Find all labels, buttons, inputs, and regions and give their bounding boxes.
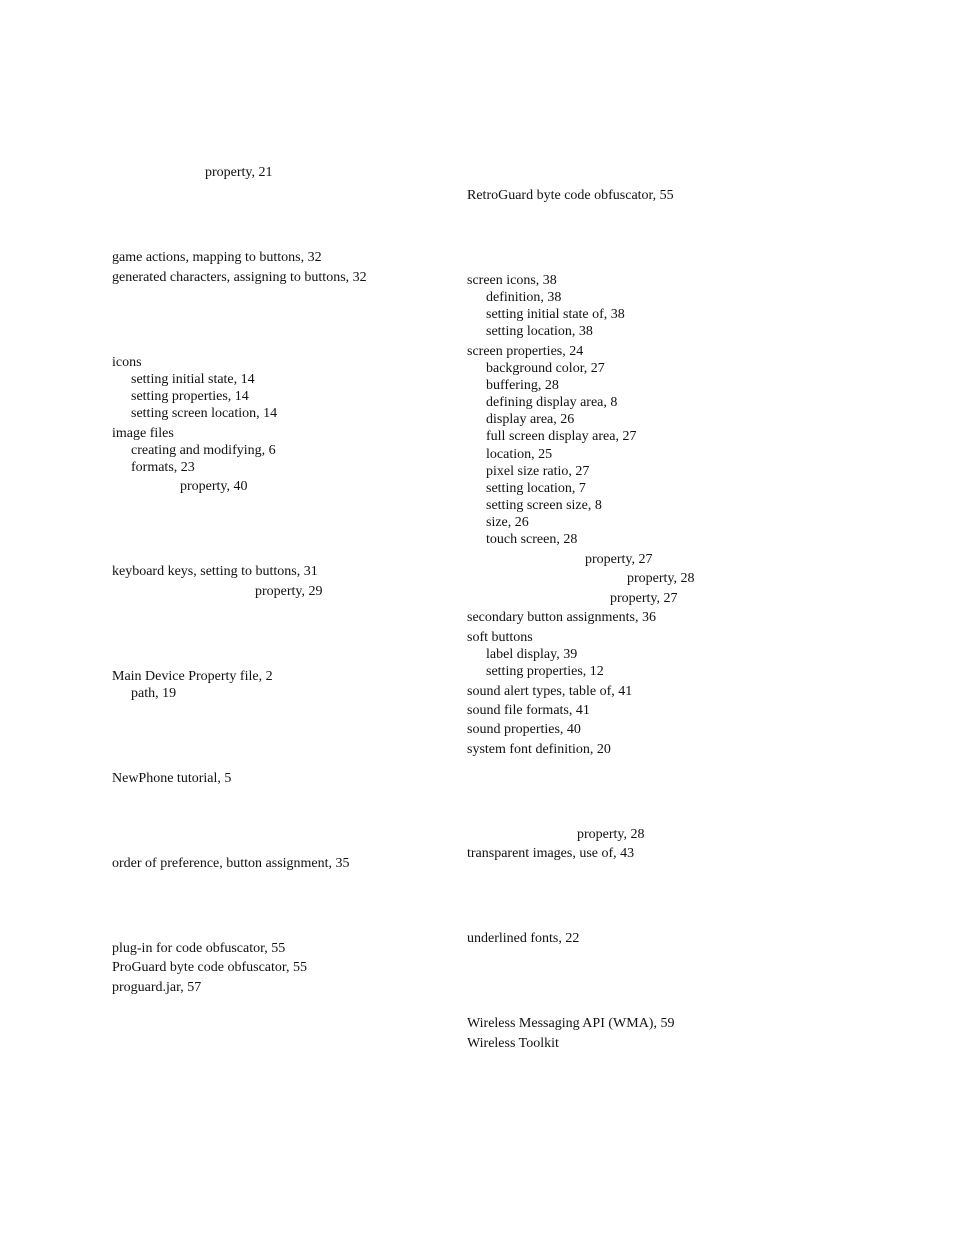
index-subentry: setting properties, 14 xyxy=(131,389,249,404)
index-entry: soft buttons xyxy=(467,630,533,645)
index-entry: sound file formats, 41 xyxy=(467,703,590,718)
index-subentry: buffering, 28 xyxy=(486,378,559,393)
index-entry: screen icons, 38 xyxy=(467,273,557,288)
index-entry: RetroGuard byte code obfuscator, 55 xyxy=(467,188,674,203)
index-entry: icons xyxy=(112,355,142,370)
index-subentry: size, 26 xyxy=(486,515,529,530)
index-entry: secondary button assignments, 36 xyxy=(467,610,656,625)
index-entry: ProGuard byte code obfuscator, 55 xyxy=(112,960,307,975)
index-entry: sound properties, 40 xyxy=(467,722,581,737)
index-subentry: path, 19 xyxy=(131,686,177,701)
index-subentry: property, 28 xyxy=(577,827,645,842)
index-entry: sound alert types, table of, 41 xyxy=(467,684,633,699)
index-subentry: setting initial state, 14 xyxy=(131,372,255,387)
index-entry: plug-in for code obfuscator, 55 xyxy=(112,941,286,956)
index-subentry: setting properties, 12 xyxy=(486,664,604,679)
index-entry: property, 21 xyxy=(205,165,273,180)
index-entry: image files xyxy=(112,426,174,441)
index-entry: order of preference, button assignment, 35 xyxy=(112,856,350,871)
index-subentry: touch screen, 28 xyxy=(486,532,578,547)
index-entry: Wireless Toolkit xyxy=(467,1036,559,1051)
index-subentry: setting location, 38 xyxy=(486,324,593,339)
index-subentry: formats, 23 xyxy=(131,460,195,475)
index-subentry: setting location, 7 xyxy=(486,481,586,496)
index-entry: system font definition, 20 xyxy=(467,742,611,757)
index-subentry: background color, 27 xyxy=(486,361,605,376)
index-subentry: location, 25 xyxy=(486,447,553,462)
index-subentry: setting screen location, 14 xyxy=(131,406,278,421)
index-entry: NewPhone tutorial, 5 xyxy=(112,771,232,786)
index-subentry: full screen display area, 27 xyxy=(486,429,637,444)
index-subentry: property, 29 xyxy=(255,584,323,599)
index-entry: game actions, mapping to buttons, 32 xyxy=(112,250,322,265)
index-subentry: property, 40 xyxy=(180,479,248,494)
index-entry: transparent images, use of, 43 xyxy=(467,846,635,861)
index-entry: keyboard keys, setting to buttons, 31 xyxy=(112,564,318,579)
index-subentry: property, 27 xyxy=(610,591,678,606)
index-subentry: property, 27 xyxy=(585,552,653,567)
index-entry: screen properties, 24 xyxy=(467,344,584,359)
index-entry: proguard.jar, 57 xyxy=(112,980,202,995)
index-subentry: label display, 39 xyxy=(486,647,578,662)
index-entry: Main Device Property file, 2 xyxy=(112,669,273,684)
index-entry: Wireless Messaging API (WMA), 59 xyxy=(467,1016,675,1031)
index-subentry: definition, 38 xyxy=(486,290,562,305)
index-subentry: setting initial state of, 38 xyxy=(486,307,625,322)
index-subentry: creating and modifying, 6 xyxy=(131,443,276,458)
index-subentry: property, 28 xyxy=(627,571,695,586)
index-subentry: setting screen size, 8 xyxy=(486,498,602,513)
index-subentry: pixel size ratio, 27 xyxy=(486,464,590,479)
index-subentry: defining display area, 8 xyxy=(486,395,618,410)
index-subentry: display area, 26 xyxy=(486,412,575,427)
index-entry: underlined fonts, 22 xyxy=(467,931,580,946)
index-entry: generated characters, assigning to buttons, 32 xyxy=(112,270,367,285)
